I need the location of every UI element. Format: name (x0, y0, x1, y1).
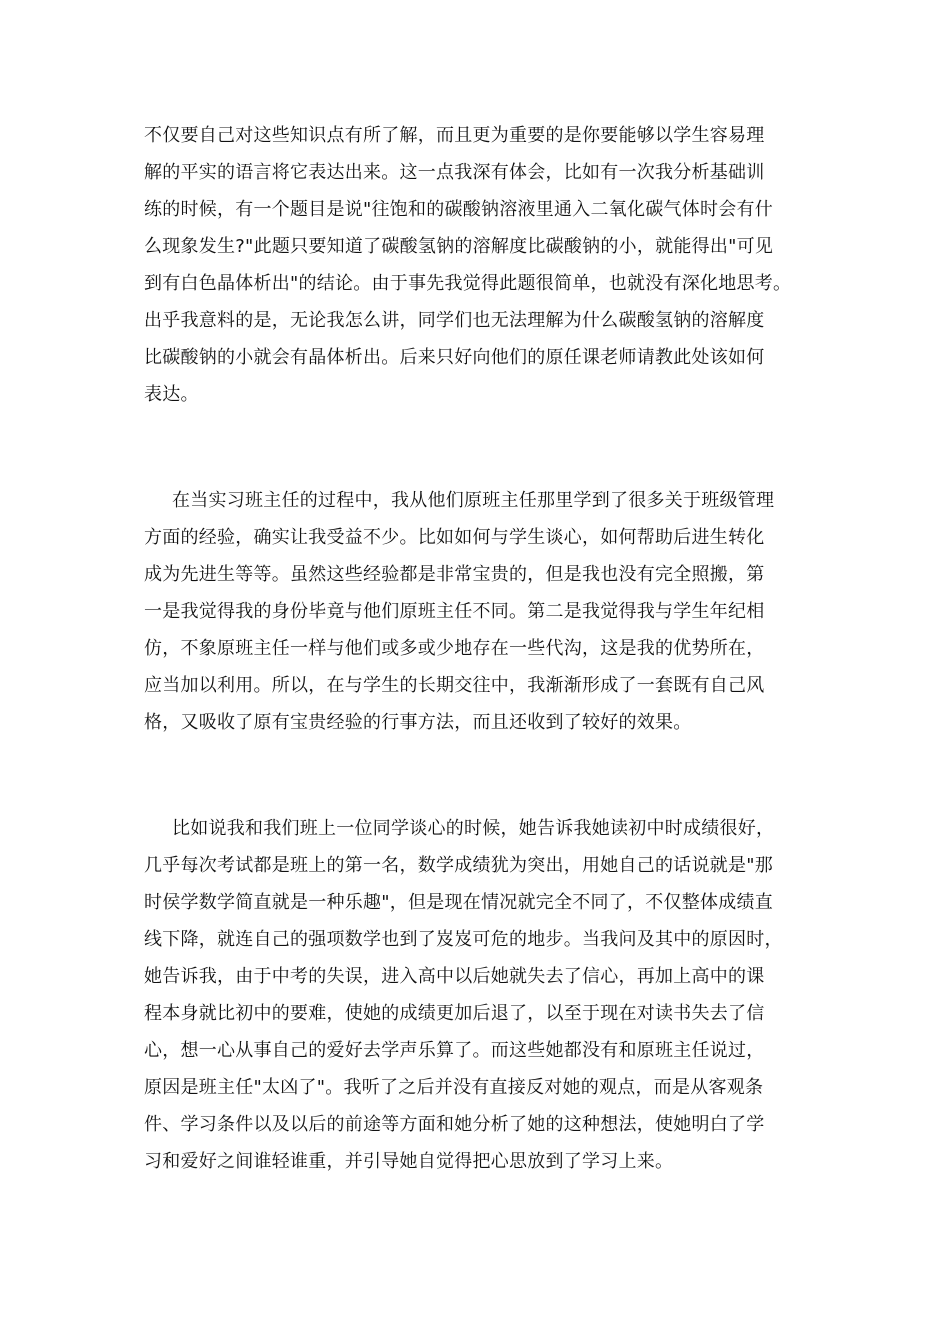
paragraph-line: 方面的经验，确实让我受益不少。比如如何与学生谈心，如何帮助后进生转化 (144, 527, 765, 548)
paragraph-line: 比碳酸钠的小就会有晶体析出。后来只好向他们的原任课老师请教此处该如何 (144, 347, 765, 368)
paragraph-line: 应当加以利用。所以，在与学生的长期交往中，我渐渐形成了一套既有自己风 (144, 675, 765, 696)
paragraph-line: 练的时候，有一个题目是说"往饱和的碳酸钠溶液里通入二氧化碳气体时会有什 (144, 199, 774, 220)
paragraph-line: 习和爱好之间谁轻谁重，并引导她自觉得把心思放到了学习上来。 (144, 1151, 674, 1172)
paragraph-line: 仿，不象原班主任一样与他们或多或少地存在一些代沟，这是我的优势所在， (144, 638, 765, 659)
paragraph-line: 原因是班主任"太凶了"。我听了之后并没有直接反对她的观点，而是从客观条 (144, 1077, 764, 1098)
paragraph-line: 到有白色晶体析出"的结论。由于事先我觉得此题很简单，也就没有深化地思考。 (144, 273, 792, 294)
paragraph-line: 么现象发生?"此题只要知道了碳酸氢钠的溶解度比碳酸钠的小，就能得出"可见 (144, 236, 774, 257)
paragraph-line: 线下降，就连自己的强项数学也到了岌岌可危的地步。当我问及其中的原因时， (144, 929, 783, 950)
paragraph-line: 解的平实的语言将它表达出来。这一点我深有体会，比如有一次我分析基础训 (144, 162, 765, 183)
paragraph-line: 时侯学数学简直就是一种乐趣"，但是现在情况就完全不同了，不仅整体成绩直 (144, 892, 774, 913)
paragraph-line: 表达。 (144, 384, 199, 405)
paragraph-line: 出乎我意料的是，无论我怎么讲，同学们也无法理解为什么碳酸氢钠的溶解度 (144, 310, 765, 331)
paragraph-line: 在当实习班主任的过程中，我从他们原班主任那里学到了很多关于班级管理 (172, 490, 775, 511)
paragraph-line: 格，又吸收了原有宝贵经验的行事方法，而且还收到了较好的效果。 (144, 712, 692, 733)
paragraph-line: 一是我觉得我的身份毕竟与他们原班主任不同。第二是我觉得我与学生年纪相 (144, 601, 765, 622)
paragraph-line: 比如说我和我们班上一位同学谈心的时候，她告诉我她读初中时成绩很好， (172, 818, 775, 839)
paragraph-line: 程本身就比初中的要难，使她的成绩更加后退了，以至于现在对读书失去了信 (144, 1003, 765, 1024)
paragraph-line: 不仅要自己对这些知识点有所了解，而且更为重要的是你要能够以学生容易理 (144, 125, 765, 146)
paragraph-line: 心，想一心从事自己的爱好去学声乐算了。而这些她都没有和原班主任说过， (144, 1040, 765, 1061)
paragraph-line: 成为先进生等等。虽然这些经验都是非常宝贵的，但是我也没有完全照搬，第 (144, 564, 765, 585)
paragraph-line: 几乎每次考试都是班上的第一名，数学成绩犹为突出，用她自己的话说就是"那 (144, 855, 774, 876)
paragraph-line: 件、学习条件以及以后的前途等方面和她分析了她的这种想法，使她明白了学 (144, 1114, 765, 1135)
paragraph-line: 她告诉我，由于中考的失误，进入高中以后她就失去了信心，再加上高中的课 (144, 966, 765, 987)
